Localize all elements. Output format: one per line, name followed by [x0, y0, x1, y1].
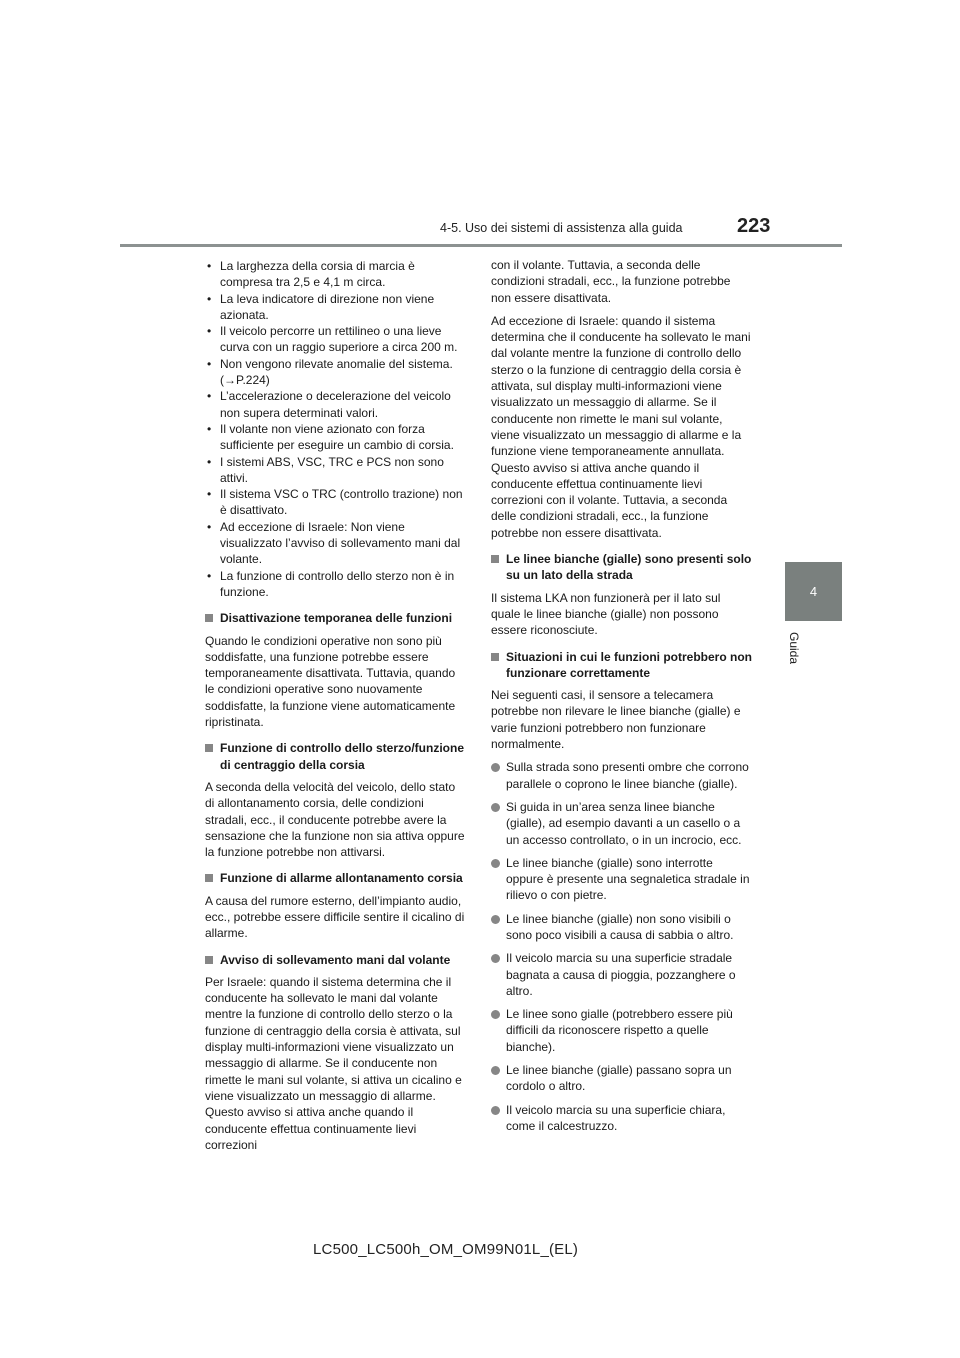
header-section-title: 4-5. Uso dei sistemi di assistenza alla guida [440, 221, 683, 235]
list-item [491, 1102, 753, 1135]
circle-bullet-icon [491, 859, 500, 868]
section-heading-text: Disattivazione temporanea delle funzioni [220, 611, 453, 626]
list-item [491, 1006, 753, 1055]
list-item: • L’accelerazione o decelerazione del veicolo non supera determinati valori. [205, 388, 467, 421]
square-bullet-icon [205, 956, 213, 964]
circle-bullet-icon [491, 1010, 500, 1019]
list-item-text: Le linee bianche (gialle) sono interrotte oppure è presente una segnaletica stradale in rilievo o con pietre. [506, 855, 750, 903]
left-column [205, 258, 467, 1160]
chapter-label: Guida [787, 632, 801, 665]
section-heading [205, 740, 467, 773]
list-item: • Il veicolo percorre un rettilineo o una lieve curva con un raggio superiore a circa 200 m. [205, 323, 467, 356]
list-item-text: Il veicolo marcia su una superficie stradale bagnata a causa di pioggia, pozzanghere o altro. [506, 951, 736, 998]
page-number: 223 [737, 215, 771, 237]
circle-bullet-icon [491, 1106, 500, 1115]
list-item [491, 759, 753, 792]
list-item-text: Sulla strada sono presenti ombre che corrono parallele o coprono le linee bianche (gialle). [506, 760, 749, 791]
section-paragraph: Nei seguenti casi, il sensore a telecamera potrebbe non rilevare le linee bianche (gialle) e varie funzioni potrebbero non funzionare normalmente. [491, 688, 741, 752]
list-item [491, 911, 753, 944]
right-column [491, 257, 753, 1141]
section-paragraph: Ad eccezione di Israele: quando il sistema determina che il conducente ha sollevato le mani dal volante mentre la funzione di controllo dello sterzo o la funzione di centraggio della corsia è attivata, sul display multi-informazioni viene visualizzato un messaggio di allarme. Se il conducente non rimette le mani sul volante, viene visualizzato un messaggio di allarme e la funzione viene temporaneamente annullata. Questo avviso si attiva anche quando il conducente effettua continuamente lievi correzioni con il volante. Tuttavia, a seconda delle condizioni stradali, ecc., la funzione potrebbe non essere disattivata. [491, 313, 751, 540]
section-heading-text: Situazioni in cui le funzioni potrebbero non funzionare correttamente [506, 649, 752, 680]
circle-bullet-icon [491, 954, 500, 963]
section-paragraph: Per Israele: quando il sistema determina che il conducente ha sollevato le mani dal volante mentre la funzione di controllo dello sterzo o la funzione di centraggio della corsia è attivata, sul display multi-informazioni viene visualizzato un messaggio di allarme. Se il conducente non rimette le mani sul volante, si attiva un cicalino e viene visualizzato un messaggio di allarme. Questo avviso si attiva anche quando il conducente effettua continuamente lievi correzioni [205, 974, 462, 1152]
circle-bullet-icon [491, 1066, 500, 1075]
square-bullet-icon [205, 874, 213, 882]
chapter-tab: 4 [785, 562, 842, 621]
section-heading [205, 870, 467, 886]
list-item-text: Il veicolo marcia su una superficie chiara, come il calcestruzzo. [506, 1102, 726, 1133]
list-item [491, 1062, 753, 1095]
square-bullet-icon [205, 614, 213, 622]
footer-document-code: LC500_LC500h_OM_OM99N01L_(EL) [313, 1241, 579, 1258]
circle-bullet-icon [491, 803, 500, 812]
section-heading-text: Avviso di sollevamento mani dal volante [220, 952, 451, 967]
list-item: • La larghezza della corsia di marcia è compresa tra 2,5 e 4,1 m circa. [205, 258, 467, 291]
list-item: • Non vengono rilevate anomalie del sistema. (→P.224) [205, 356, 467, 389]
square-bullet-icon [205, 744, 213, 752]
list-item [491, 855, 753, 904]
section-heading-text: Funzione di controllo dello sterzo/funzione di centraggio della corsia [220, 741, 464, 772]
circle-bullet-icon [491, 915, 500, 924]
section-heading [205, 952, 467, 968]
section-paragraph: A causa del rumore esterno, dell’impianto audio, ecc., potrebbe essere difficile sentire il cicalino di allarme. [205, 893, 465, 941]
section-paragraph: A seconda della velocità del veicolo, dello stato di allontanamento corsia, delle condizioni stradali, ecc., il conducente potrebbe avere la sensazione che la funzione non sia attiva oppure la funzione potrebbe non attivarsi. [205, 779, 465, 860]
list-item: • La leva indicatore di direzione non viene azionata. [205, 291, 467, 324]
section-heading [491, 649, 753, 682]
section-heading-text: Le linee bianche (gialle) sono presenti solo su un lato della strada [506, 552, 752, 583]
list-item: • Il sistema VSC o TRC (controllo trazione) non è disattivato. [205, 486, 467, 519]
list-item: • Il volante non viene azionato con forza sufficiente per eseguire un cambio di corsia. [205, 421, 467, 454]
section-paragraph: Quando le condizioni operative non sono più soddisfatte, una funzione potrebbe essere temporaneamente disattivata. Tuttavia, quando le condizioni operative sono nuovamente soddisfatte, la funzione viene automaticamente ripristinata. [205, 633, 456, 730]
circle-bullet-icon [491, 763, 500, 772]
list-item-text: Si guida in un’area senza linee bianche (gialle), ad esempio davanti a un casello o a un accesso controllato, o in un incrocio, ecc. [506, 799, 742, 847]
list-item-text: Le linee bianche (gialle) passano sopra un cordolo o altro. [506, 1063, 732, 1094]
section-heading [205, 610, 467, 626]
list-item-text: Le linee bianche (gialle) non sono visibili o sono poco visibili a causa di sabbia o altro. [506, 911, 734, 942]
header-divider [120, 244, 842, 247]
section-heading [491, 551, 753, 584]
square-bullet-icon [491, 653, 499, 661]
list-item-text: Le linee sono gialle (potrebbero essere più difficili da riconoscere rispetto a quelle bianche). [506, 1007, 733, 1054]
conditions-list [205, 258, 467, 600]
list-item [491, 799, 753, 848]
list-item: • La funzione di controllo dello sterzo non è in funzione. [205, 568, 467, 601]
section-paragraph: Il sistema LKA non funzionerà per il lato sul quale le linee bianche (gialle) non possono essere riconosciute. [491, 590, 721, 638]
list-item: • I sistemi ABS, VSC, TRC e PCS non sono attivi. [205, 454, 467, 487]
section-heading-text: Funzione di allarme allontanamento corsia [220, 871, 463, 886]
square-bullet-icon [491, 555, 499, 563]
section-paragraph: con il volante. Tuttavia, a seconda delle condizioni stradali, ecc., la funzione potrebbe non essere disattivata. [491, 258, 731, 305]
list-item [491, 950, 753, 999]
list-item: • Ad eccezione di Israele: Non viene visualizzato l’avviso di sollevamento mani dal volante. [205, 519, 467, 568]
